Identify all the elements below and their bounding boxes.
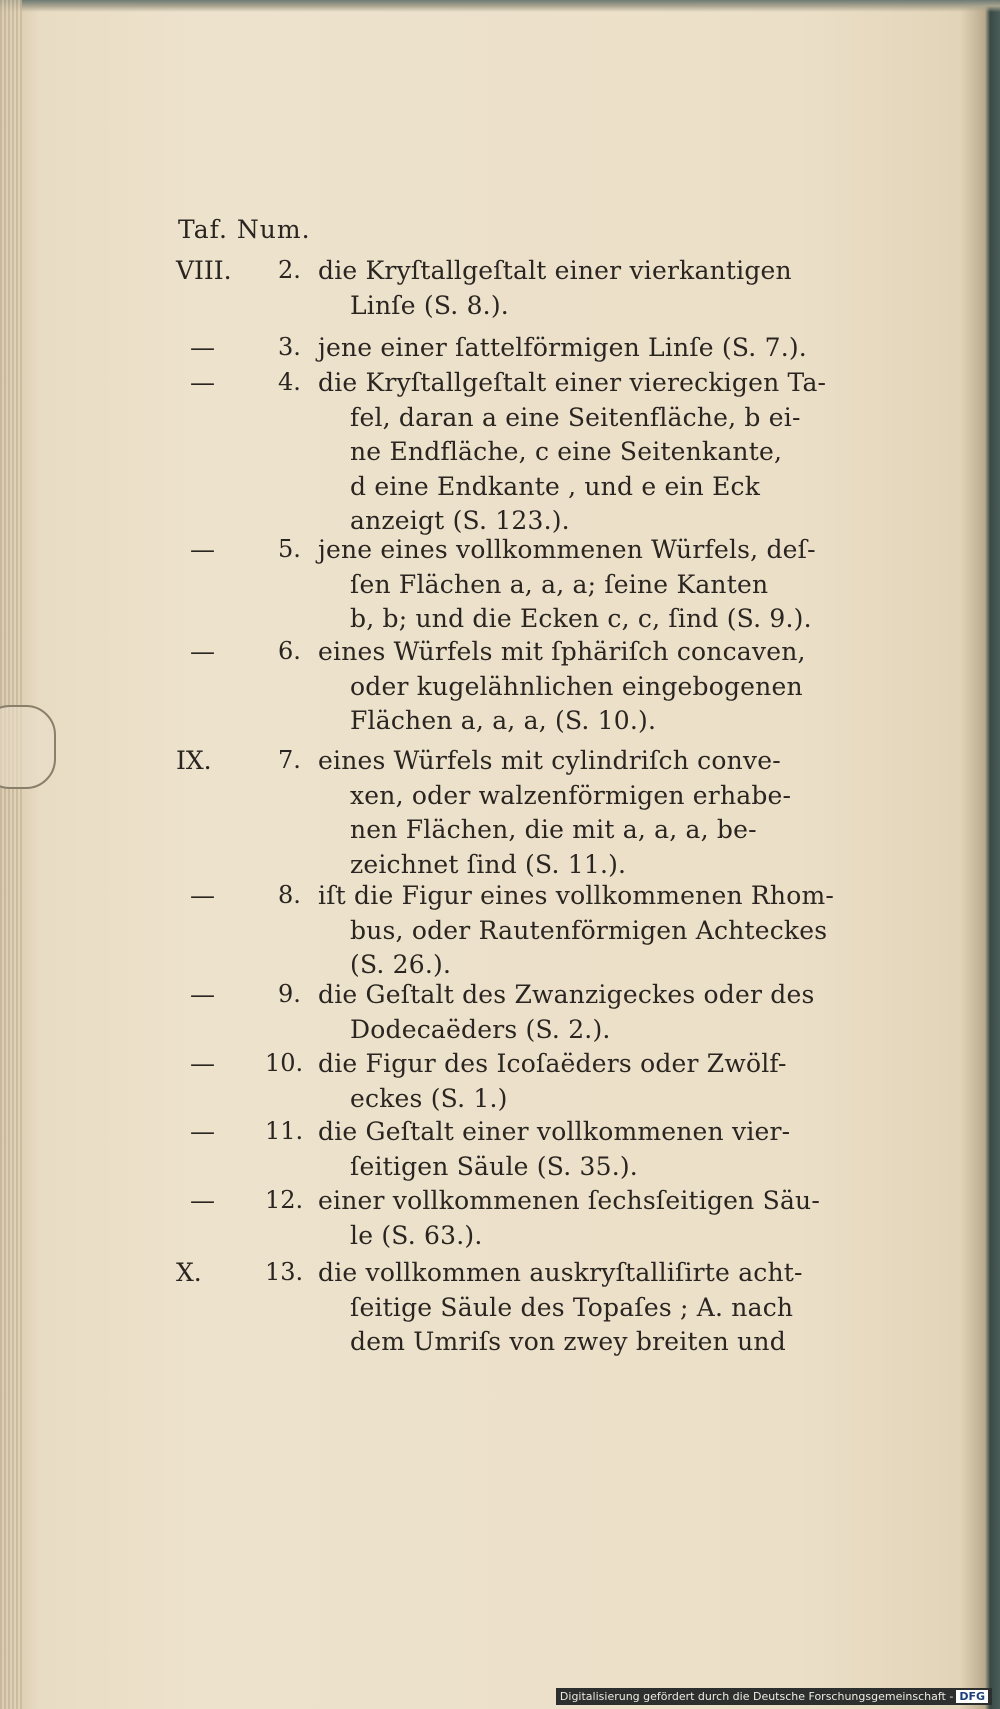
entry-line: ſen Flächen a, a, a; ſeine Kanten xyxy=(350,569,769,599)
entry-line: d eine Endkante , und e ein Eck xyxy=(350,471,761,501)
entry-line: zeichnet ſind (S. 11.). xyxy=(350,849,627,879)
entry-line: fel, daran a eine Seitenfläche, b ei- xyxy=(350,402,801,432)
entry-line: nen Flächen, die mit a, a, a, be- xyxy=(350,815,757,844)
entry-line: Flächen a, a, a, (S. 10.). xyxy=(350,706,657,735)
entry-line: die Kryſtallgeſtalt einer viereckigen Ta- xyxy=(318,368,827,397)
entry-number: 11. xyxy=(265,1117,304,1145)
taf-label: VIII. xyxy=(176,256,232,285)
entry-number: 5. xyxy=(278,535,301,563)
entry-line: eckes (S. 1.) xyxy=(350,1083,508,1113)
taf-label: — xyxy=(190,1117,215,1146)
entry-line: (S. 26.). xyxy=(350,950,452,979)
entry-line: Dodecaëders (S. 2.). xyxy=(350,1014,611,1044)
entry-line: die Kryſtallgeſtalt einer vierkantigen xyxy=(318,256,792,285)
entry-number: 13. xyxy=(265,1258,304,1286)
entry-line: die vollkommen auskryſtalliſirte acht- xyxy=(318,1258,803,1287)
dfg-logo: DFG xyxy=(956,1690,988,1703)
entry-line: ſeitigen Säule (S. 35.). xyxy=(350,1151,638,1181)
taf-label: IX. xyxy=(176,746,212,775)
taf-label: — xyxy=(190,980,215,1009)
entry-number: 3. xyxy=(278,333,301,361)
entry-line: die Geſtalt des Zwanzigeckes oder des xyxy=(318,980,815,1009)
entry-line: jene einer ſattelförmigen Linſe (S. 7.). xyxy=(318,333,807,362)
entry-line: jene eines vollkommenen Würfels, deſ- xyxy=(318,535,816,564)
entry-line: oder kugelähnlichen eingebogenen xyxy=(350,671,803,701)
entry-line: b, b; und die Ecken c, c, ſind (S. 9.). xyxy=(350,604,812,633)
entry-line: einer vollkommenen ſechsſeitigen Säu- xyxy=(318,1186,820,1215)
entry-line: bus, oder Rautenförmigen Achteckes xyxy=(350,915,828,945)
entry-number: 12. xyxy=(265,1186,304,1214)
taf-label: — xyxy=(190,535,215,564)
entry-line: die Figur des Icoſaëders oder Zwölf- xyxy=(318,1049,787,1078)
binding-clasp xyxy=(0,705,56,789)
entry-line: Linſe (S. 8.). xyxy=(350,290,509,320)
page-edges xyxy=(0,0,22,1709)
entry-number: 9. xyxy=(278,980,301,1008)
entry-line: eines Würfels mit cylindriſch conve- xyxy=(318,746,781,775)
entry-line: eines Würfels mit ſphäriſch concaven, xyxy=(318,637,806,666)
num-header: Num. xyxy=(236,215,311,244)
entry-line: xen, oder walzenförmigen erhabe- xyxy=(350,780,792,810)
column-header xyxy=(178,215,311,244)
entry-line: le (S. 63.). xyxy=(350,1220,483,1250)
entry-line: ſeitige Säule des Topaſes ; A. nach xyxy=(350,1292,794,1322)
entry-number: 10. xyxy=(265,1049,304,1077)
footer-credit xyxy=(556,1688,992,1705)
taf-label: — xyxy=(190,333,215,362)
taf-label: — xyxy=(190,637,215,666)
taf-label: — xyxy=(190,881,215,910)
entry-line: die Geſtalt einer vollkommenen vier- xyxy=(318,1117,791,1146)
entry-number: 6. xyxy=(278,637,301,665)
entry-number: 2. xyxy=(278,256,301,284)
entry-number: 4. xyxy=(278,368,301,396)
footer-text: Digitalisierung gefördert durch die Deutsche Forschungsgemeinschaft - xyxy=(559,1690,954,1703)
entry-line: iſt die Figur eines vollkommenen Rhom- xyxy=(318,881,835,910)
taf-label: X. xyxy=(176,1258,202,1287)
taf-header: Taf. xyxy=(178,215,228,244)
entry-line: ne Endfläche, c eine Seitenkante, xyxy=(350,437,783,466)
entry-line: anzeigt (S. 123.). xyxy=(350,506,570,535)
entry-line: dem Umriſs von zwey breiten und xyxy=(350,1327,786,1356)
taf-label: — xyxy=(190,368,215,397)
entry-number: 7. xyxy=(278,746,301,774)
taf-label: — xyxy=(190,1049,215,1078)
taf-label: — xyxy=(190,1186,215,1215)
entry-number: 8. xyxy=(278,881,301,909)
